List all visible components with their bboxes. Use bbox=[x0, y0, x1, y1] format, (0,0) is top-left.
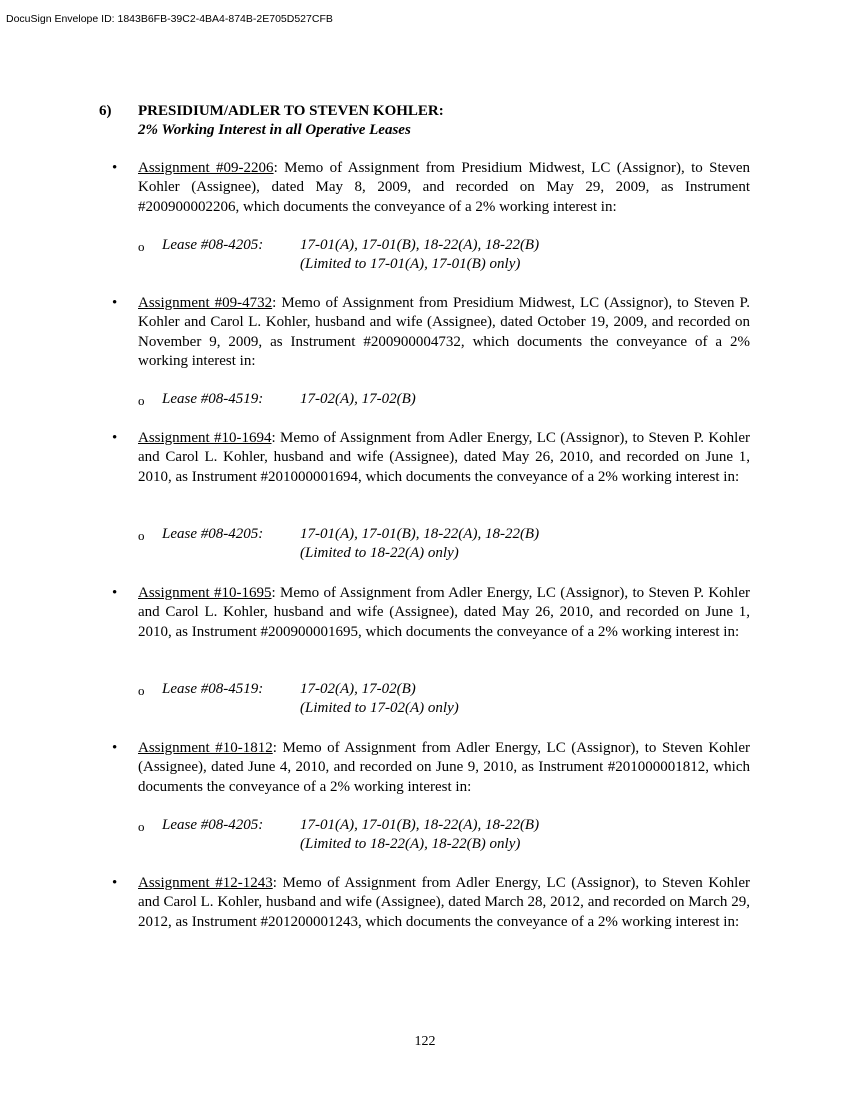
assignment-number: Assignment #10-1812 bbox=[138, 740, 273, 756]
circle-bullet-icon: o bbox=[138, 393, 145, 408]
lease-tracts: 17-02(A), 17-02(B) bbox=[300, 391, 416, 407]
lease-number: Lease #08-4205: bbox=[162, 237, 264, 253]
lease-number: Lease #08-4519: bbox=[162, 391, 264, 407]
lease-limitation: (Limited to 18-22(A) only) bbox=[300, 545, 459, 562]
bullet-icon: • bbox=[112, 160, 118, 176]
lease-tracts: 17-01(A), 17-01(B), 18-22(A), 18-22(B) bbox=[300, 237, 540, 253]
bullet-icon: • bbox=[112, 875, 118, 891]
assignment-paragraph bbox=[138, 159, 750, 217]
lease-tracts: 17-02(A), 17-02(B) bbox=[300, 681, 416, 697]
assignment-text: : Memo of Assignment from Adler Energy, LC (Assignor), to Steven P. Kohler and Carol L. Kohler, husband and wife (Assignee), dated May 26, 2010, and recorded on June 1, 2010, as Instrument #200900001695, which documents the conveyance of a 2% working interest in: bbox=[138, 585, 751, 640]
lease-number: Lease #08-4205: bbox=[162, 526, 264, 542]
assignment-text: : Memo of Assignment from Presidium Midwest, LC (Assignor), to Steven P. Kohler and Carol L. Kohler, husband and wife (Assignee), dated October 19, 2009, and recorded on November 9, 2009, as Instrument #200900004732, which documents the conveyance of a 2% working interest in: bbox=[138, 295, 750, 370]
lease-tracts: 17-01(A), 17-01(B), 18-22(A), 18-22(B) bbox=[300, 526, 540, 542]
assignment-number: Assignment #10-1695 bbox=[138, 585, 272, 601]
assignment-number: Assignment #12-1243 bbox=[138, 875, 273, 891]
lease-limitation: (Limited to 17-02(A) only) bbox=[300, 700, 459, 717]
bullet-icon: • bbox=[112, 740, 118, 756]
lease-number: Lease #08-4205: bbox=[162, 817, 264, 833]
assignment-paragraph bbox=[138, 429, 750, 487]
lease-tracts: 17-01(A), 17-01(B), 18-22(A), 18-22(B) bbox=[300, 817, 540, 833]
assignment-number: Assignment #09-2206 bbox=[138, 160, 274, 176]
bullet-icon: • bbox=[112, 430, 118, 446]
page-number: 122 bbox=[414, 1034, 436, 1049]
assignment-paragraph bbox=[138, 874, 750, 932]
bullet-icon: • bbox=[112, 295, 118, 311]
section-title: PRESIDIUM/ADLER TO STEVEN KOHLER: bbox=[138, 103, 444, 119]
assignment-text: : Memo of Assignment from Presidium Midwest, LC (Assignor), to Steven Kohler (Assignee), dated May 8, 2009, and recorded on May 29, 2009, as Instrument #200900002206, which documents the conveyance of a 2% working interest in: bbox=[138, 160, 750, 215]
section-subtitle: 2% Working Interest in all Operative Leases bbox=[138, 122, 411, 138]
bullet-icon: • bbox=[112, 585, 118, 601]
circle-bullet-icon: o bbox=[138, 239, 145, 254]
circle-bullet-icon: o bbox=[138, 819, 145, 834]
circle-bullet-icon: o bbox=[138, 528, 145, 543]
circle-bullet-icon: o bbox=[138, 683, 145, 698]
assignment-paragraph bbox=[138, 294, 750, 372]
assignment-number: Assignment #09-4732 bbox=[138, 295, 273, 311]
lease-number: Lease #08-4519: bbox=[162, 681, 264, 697]
assignment-paragraph bbox=[138, 584, 750, 642]
lease-limitation: (Limited to 17-01(A), 17-01(B) only) bbox=[300, 256, 521, 273]
envelope-id: DocuSign Envelope ID: 1843B6FB-39C2-4BA4-874B-2E705D527CFB bbox=[6, 13, 333, 25]
lease-limitation: (Limited to 18-22(A), 18-22(B) only) bbox=[300, 836, 521, 853]
section-number: 6) bbox=[99, 103, 112, 119]
assignment-text: : Memo of Assignment from Adler Energy, LC (Assignor), to Steven Kohler and Carol L. Kohler, husband and wife (Assignee), dated March 28, 2012, and recorded on March 29, 2012, as Instrument #201200001243, which documents the conveyance of a 2% working interest in: bbox=[138, 875, 750, 930]
assignment-number: Assignment #10-1694 bbox=[138, 430, 272, 446]
assignment-text: : Memo of Assignment from Adler Energy, LC (Assignor), to Steven P. Kohler and Carol L. Kohler, husband and wife (Assignee), dated May 26, 2010, and recorded on June 1, 2010, as Instrument #201000001694, which documents the conveyance of a 2% working interest in: bbox=[138, 430, 751, 485]
assignment-text: : Memo of Assignment from Adler Energy, LC (Assignor), to Steven Kohler (Assignee), dated June 4, 2010, and recorded on June 9, 2010, as Instrument #201000001812, which documents the conveyance of a 2% working interest in: bbox=[138, 740, 750, 795]
assignment-paragraph bbox=[138, 739, 750, 797]
